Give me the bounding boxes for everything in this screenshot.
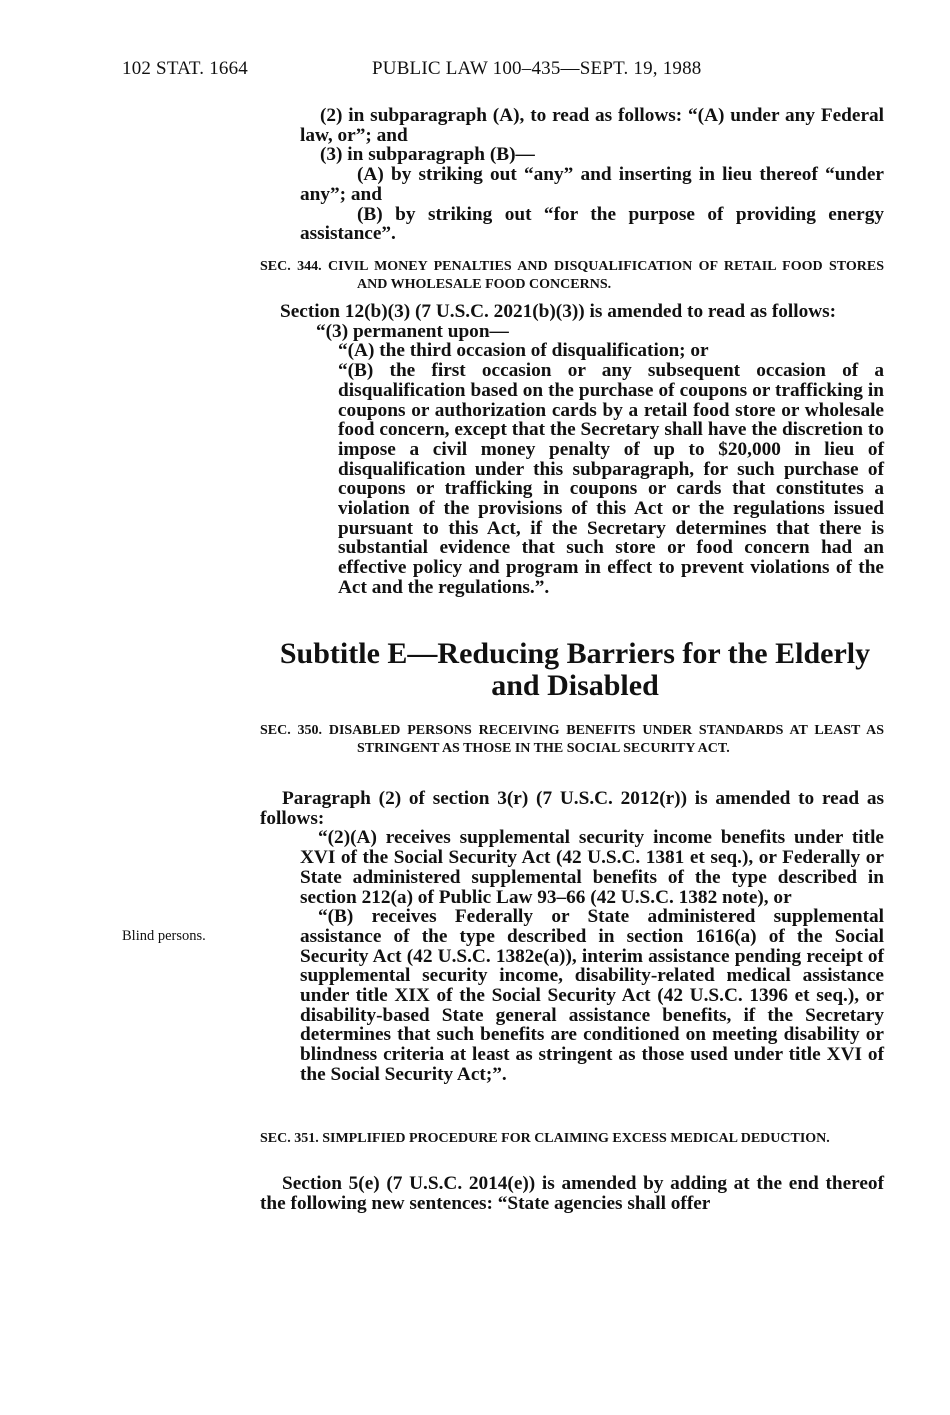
margin-note-blind-persons: Blind persons.	[122, 928, 206, 944]
subtitle-heading	[250, 638, 900, 702]
paragraph-2: (2) in subparagraph (A), to read as follows: “(A) under any Federal law, or”; and	[300, 105, 884, 146]
section-344-para-B: “(B) the first occasion or any subsequent occasion of a disqualification based on the purchase of coupons or trafficking in coupons or authorization cards by a retail food store or wholesale food concern, except that the Secretary shall have the discretion to impose a civil money penalty of up to $20,000 in lieu of disqualification under this subparagraph, for such purchase of coupons or trafficking in coupons or cards that constitutes a violation of the provisions of this Act or the regulations issued pursuant to this Act, if the Secretary determines that there is substantial evidence that such store or food concern had an effective policy and program in effect to prevent violations of the Act and the regulations.”.	[338, 360, 884, 598]
section-344	[260, 258, 884, 294]
top-amendments	[300, 106, 884, 244]
section-351	[260, 1130, 884, 1148]
section-344-para-A: “(A) the third occasion of disqualification; or	[338, 340, 709, 362]
public-law-citation: PUBLIC LAW 100–435—SEPT. 19, 1988	[372, 58, 702, 79]
section-351-body	[260, 1174, 884, 1213]
section-350-para-B: “(B) receives Federally or State administered supplemental assistance of the type described in section 1616(a) of the Social Security Act (42 U.S.C. 1382e(a)), interim assistance pending receipt of supplemental security income, disability-related medical assistance under title XIX of the Social Security Act (42 U.S.C. 1396 et seq.), or disability-based State general assistance benefits, if the Secretary determines that such benefits are conditioned on meeting disability or blindness criteria at least as stringent as those used under title XVI of the Social Security Act;”.	[300, 906, 884, 1085]
paragraph-3A: (A) by striking out “any” and inserting in lieu thereof “under any”; and	[300, 164, 884, 205]
subtitle-line-1: Subtitle E—Reducing Barriers for the Elderly	[279, 637, 871, 670]
paragraph-3: (3) in subparagraph (B)—	[320, 144, 535, 166]
section-344-body	[260, 302, 884, 598]
paragraph-3B: (B) by striking out “for the purpose of providing energy assistance”.	[300, 203, 884, 245]
section-344-para-3: “(3) permanent upon—	[316, 320, 509, 342]
section-350-intro: Paragraph (2) of section 3(r) (7 U.S.C. 2012(r)) is amended to read as follows:	[260, 788, 884, 829]
running-header	[0, 58, 950, 82]
section-344-intro: Section 12(b)(3) (7 U.S.C. 2021(b)(3)) is amended to read as follows:	[280, 301, 837, 322]
section-344-heading: SEC. 344. CIVIL MONEY PENALTIES AND DISQUALIFICATION OF RETAIL FOOD STORES AND WHOLESALE FOOD CONCERNS.	[260, 259, 884, 292]
section-351-heading: SEC. 351. SIMPLIFIED PROCEDURE FOR CLAIMING EXCESS MEDICAL DEDUCTION.	[260, 1131, 830, 1146]
section-350-para-2A: “(2)(A) receives supplemental security income benefits under title XVI of the Social Security Act (42 U.S.C. 1381 et seq.), or Federally or State administered supplemental benefits of the type described in section 212(a) of Public Law 93–66 (42 U.S.C. 1382 note), or	[300, 827, 884, 908]
section-350	[260, 722, 884, 758]
stat-page-number: 102 STAT. 1664	[122, 58, 249, 79]
section-350-body	[260, 789, 884, 1085]
subtitle-line-2: and Disabled	[491, 669, 659, 702]
section-351-intro: Section 5(e) (7 U.S.C. 2014(e)) is amended by adding at the end thereof the following new sentences: “State agencies shall offer	[260, 1173, 884, 1214]
section-350-heading: SEC. 350. DISABLED PERSONS RECEIVING BENEFITS UNDER STANDARDS AT LEAST AS STRINGENT AS THOSE IN THE SOCIAL SECURITY ACT.	[260, 723, 884, 756]
